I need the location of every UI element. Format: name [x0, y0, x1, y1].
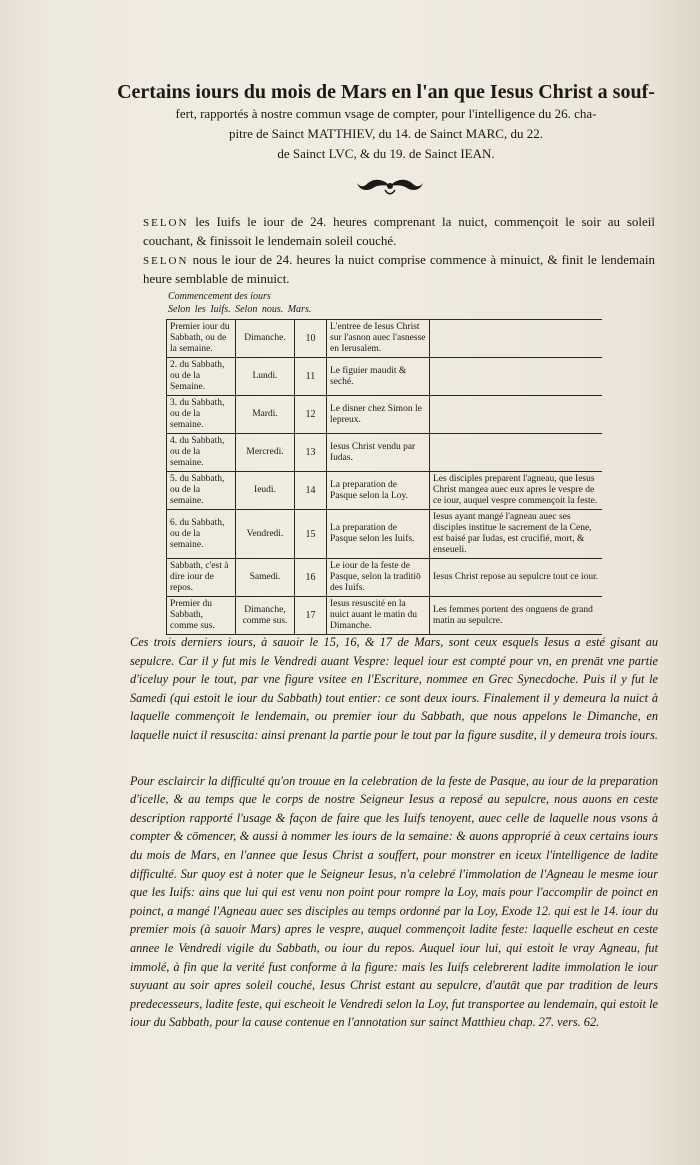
days-table [166, 319, 602, 635]
jewish-day-cell: Premier iour du Sabbath, ou de la semaine. [167, 320, 236, 358]
intro-paragraph-2-text: nous le iour de 24. heures la nuict comprise commence à minuict, & finit le lendemain heure semblable de minuict. [143, 252, 655, 286]
column-header-jewish: Selon les Iuifs. [168, 304, 231, 315]
title-line-2: fert, rapportés à nostre commun vsage de compter, pour l'intelligence du 26. cha- [175, 106, 597, 121]
table-header-title: Commencement des iours [168, 291, 271, 302]
our-day-cell: Ieudi. [236, 472, 295, 510]
title-line-4: de Sainct LVC, & du 19. de Sainct IEAN. [277, 146, 495, 161]
jewish-day-cell: 4. du Sabbath, ou de la semaine. [167, 434, 236, 472]
our-day-cell: Samedi. [236, 559, 295, 597]
small-caps-lead: SELON [143, 217, 189, 229]
table-row [167, 559, 603, 597]
event-detail-cell [430, 358, 603, 396]
jewish-day-cell: Premier du Sabbath, comme sus. [167, 597, 236, 635]
table-row [167, 510, 603, 559]
mars-date-cell: 14 [295, 472, 327, 510]
mars-date-cell: 10 [295, 320, 327, 358]
mars-date-cell: 17 [295, 597, 327, 635]
mars-date-cell: 16 [295, 559, 327, 597]
event-cell: Iesus Christ vendu par Iudas. [327, 434, 430, 472]
event-detail-cell [430, 396, 603, 434]
event-cell: Iesus resuscité en la nuict auant le matin du Dimanche. [327, 597, 430, 635]
table-row [167, 358, 603, 396]
our-day-cell: Dimanche, comme sus. [236, 597, 295, 635]
table-row [167, 434, 603, 472]
event-cell: Le iour de la feste de Pasque, selon la traditiō des Iuifs. [327, 559, 430, 597]
mars-date-cell: 12 [295, 396, 327, 434]
table-row [167, 472, 603, 510]
table-row [167, 597, 603, 635]
event-detail-cell: Les femmes portent des onguens de grand matin au sepulcre. [430, 597, 603, 635]
title-line-3: pitre de Sainct MATTHIEV, du 14. de Sainct MARC, du 22. [229, 126, 543, 141]
intro-paragraph-1 [143, 213, 655, 249]
event-detail-cell: Iesus ayant mangé l'agneau auec ses disciples institue le sacrement de la Cene, est baisé par Iudas, est crucifié, mort, & enseueli. [430, 510, 603, 559]
jewish-day-cell: 3. du Sabbath, ou de la semaine. [167, 396, 236, 434]
small-caps-lead: SELON [143, 255, 189, 267]
table-row [167, 396, 603, 434]
intro-paragraph-1-text: les Iuifs le iour de 24. heures comprenant la nuict, commençoit le soir au soleil couchant, & finissoit le lendemain soleil couché. [143, 214, 655, 248]
mars-date-cell: 13 [295, 434, 327, 472]
fleuron-ornament [355, 176, 425, 196]
event-cell: Le disner chez Simon le lepreux. [327, 396, 430, 434]
intro-paragraph-2 [143, 251, 655, 287]
event-cell: La preparation de Pasque selon la Loy. [327, 472, 430, 510]
note-paragraph-2: Pour esclaircir la difficulté qu'on trouue en la celebration de la feste de Pasque, au iour de la preparation d'icelle, & au temps que le corps de nostre Seigneur Iesus a reposé au sepulcre, nous auons en ceste description rapporté l'usage & façon de faire que les Iuifs tenoyent, auec celle de laquelle nous vsons à compter & cōmencer, & aussi à nommer les iours de la semaine: & auons approprié à ceux certains iours du mois de Mars, en l'annee que Iesus Christ a souffert, pour monstrer en iceux l'intelligence de ladite difficulté. Sur quoy est à noter que le Seigneur Iesus, n'a celebré l'immolation de l'Agneau le mesme iour que les Iuifs: ains que lui qui est venu non point pour rompre la Loy, mais pour l'accomplir de poinct en poinct, a mangé l'Agneau auec ses disciples au temps ordonné par la Loy, Exode 12. qui est le 14. iour du premier mois (à sauoir Mars) apres le vespre, auquel commençoit ladite feste: laquelle escheut en ceste annee le Vendredi vigile du Sabbath, ou iour du repos. Auquel iour lui, qui estoit le vray Agneau, fut immolé, à fin que la verité fust conforme à la figure: mais les Iuifs celebrerent ladite immolation le iour suyuant au soir apres soleil couché, Iesus Christ estant au sepulcre, d'autāt que par tradition de leurs predecesseurs, ladite feste, qui escheoit le Vendredi selon la Loy, fut transportee au lendemain, qui estoit le iour du Sabbath, pour la cause contenue en l'annotation sur sainct Matthieu chap. 27. vers. 62. [130, 773, 658, 1030]
table-header-columns [168, 303, 368, 316]
mars-date-cell: 15 [295, 510, 327, 559]
event-cell: Le figuier maudit & seché. [327, 358, 430, 396]
event-cell: L'entree de Iesus Christ sur l'asnon auec l'asnesse en Ierusalem. [327, 320, 430, 358]
note-paragraph-1: Ces trois derniers iours, à sauoir le 15, 16, & 17 de Mars, sont ceux esquels Iesus a esté gisant au sepulcre. Car il y fut mis le Vendredi auant Vespre: lequel iour est compté pour vn, en prenāt vne partie d'iceluy pour le tout, par vne figure vsitee en l'Escriture, nommee en Grec Synecdoche. Puis il y fut le Samedi (qui estoit le iour du Sabbath) tout entier: ce sont deux iours. Finalement il y demeura la nuict à laquelle commençoit le lendemain, ou premier iour du Sabbath, que nous appelons le Dimanche, en laquelle nuict il resuscita: ainsi prenant la partie pour le tout par la figure susdite, il y demeura trois iours. [130, 635, 658, 742]
page-title [112, 80, 660, 164]
our-day-cell: Lundi. [236, 358, 295, 396]
table-header [168, 290, 368, 316]
jewish-day-cell: 2. du Sabbath, ou de la Semaine. [167, 358, 236, 396]
mars-date-cell: 11 [295, 358, 327, 396]
jewish-day-cell: 6. du Sabbath, ou de la semaine. [167, 510, 236, 559]
jewish-day-cell: Sabbath, c'est à dire iour de repos. [167, 559, 236, 597]
event-cell: La preparation de Pasque selon les Iuifs. [327, 510, 430, 559]
event-detail-cell: Iesus Christ repose au sepulcre tout ce iour. [430, 559, 603, 597]
our-day-cell: Vendredi. [236, 510, 295, 559]
our-day-cell: Mercredi. [236, 434, 295, 472]
intro-text [143, 213, 655, 289]
event-detail-cell: Les disciples preparent l'agneau, que Iesus Christ mangea auec eux apres le vespre de ce iour, auquel vespre commençoit la feste. [430, 472, 603, 510]
days-table-body [167, 320, 603, 635]
event-detail-cell [430, 320, 603, 358]
event-detail-cell [430, 434, 603, 472]
title-line-1: Certains iours du mois de Mars en l'an que Iesus Christ a souf- [117, 81, 655, 103]
our-day-cell: Mardi. [236, 396, 295, 434]
table-row [167, 320, 603, 358]
our-day-cell: Dimanche. [236, 320, 295, 358]
notes-text [130, 633, 658, 1032]
column-header-mars: Mars. [287, 304, 312, 315]
column-header-ours: Selon nous. [235, 304, 284, 315]
jewish-day-cell: 5. du Sabbath, ou de la semaine. [167, 472, 236, 510]
